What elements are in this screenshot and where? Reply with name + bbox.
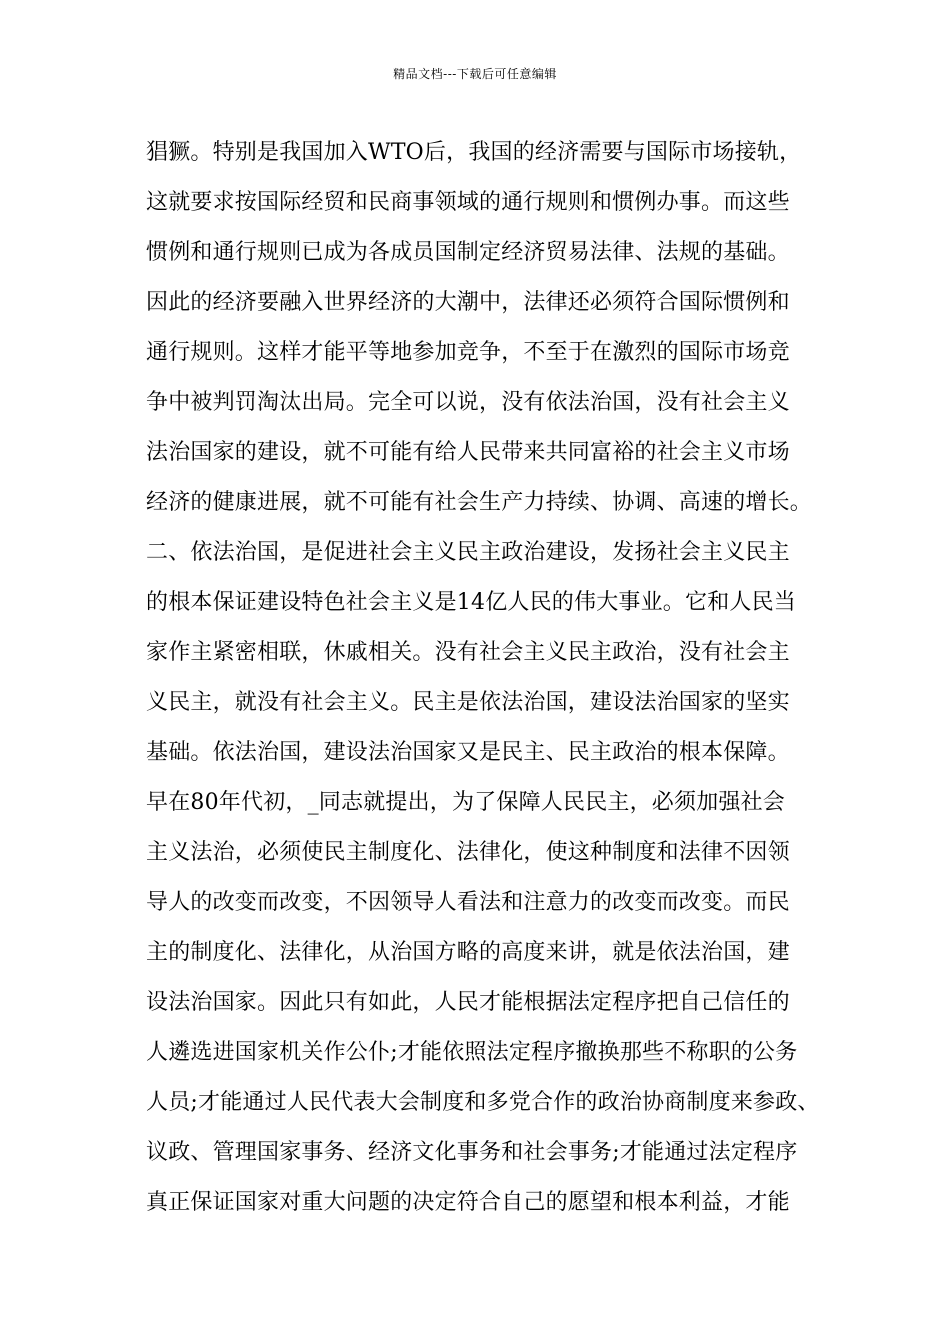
text-line: 经济的健康进展，就不可能有社会生产力持续、协调、高速的增长。 <box>146 490 813 515</box>
text-line: 这就要求按国际经贸和民商事领域的通行规则和惯例办事。而这些 <box>146 190 790 215</box>
text-line: 早在80年代初，_同志就提出，为了保障人民民主，必须加强社会 <box>146 790 785 815</box>
text-line: 主义法治，必须使民主制度化、法律化，使这种制度和法律不因领 <box>146 840 790 865</box>
text-line: 人遴选进国家机关作公仆;才能依照法定程序撤换那些不称职的公务 <box>146 1040 798 1065</box>
text-line: 二、依法治国，是促进社会主义民主政治建设，发扬社会主义民主 <box>146 540 790 565</box>
text-line: 因此的经济要融入世界经济的大潮中，法律还必须符合国际惯例和 <box>146 290 790 315</box>
text-line: 设法治国家。因此只有如此，人民才能根据法定程序把自己信任的 <box>146 990 790 1015</box>
text-line: 议政、管理国家事务、经济文化事务和社会事务;才能通过法定程序 <box>146 1140 798 1165</box>
text-line: 通行规则。这样才能平等地参加竞争，不至于在激烈的国际市场竞 <box>146 340 790 365</box>
text-line: 真正保证国家对重大问题的决定符合自己的愿望和根本利益，才能 <box>146 1190 790 1215</box>
text-line: 人员;才能通过人民代表大会制度和多党合作的政治协商制度来参政、 <box>146 1090 820 1115</box>
text-line: 导人的改变而改变，不因领导人看法和注意力的改变而改变。而民 <box>146 890 790 915</box>
text-line: 家作主紧密相联，休戚相关。没有社会主义民主政治，没有社会主 <box>146 640 790 665</box>
text-line: 争中被判罚淘汰出局。完全可以说，没有依法治国，没有社会主义 <box>146 390 790 415</box>
text-line: 基础。依法治国，建设法治国家又是民主、民主政治的根本保障。 <box>146 740 790 765</box>
text-line: 义民主，就没有社会主义。民主是依法治国，建设法治国家的坚实 <box>146 690 790 715</box>
page-header: 精品文档---下载后可任意编辑 <box>393 67 557 81</box>
text-line: 法治国家的建设，就不可能有给人民带来共同富裕的社会主义市场 <box>146 440 790 465</box>
text-line: 惯例和通行规则已成为各成员国制定经济贸易法律、法规的基础。 <box>146 240 790 265</box>
text-line: 主的制度化、法律化，从治国方略的高度来讲，就是依法治国，建 <box>146 940 790 965</box>
document-body <box>146 128 846 1228</box>
text-line: 猖獗。特别是我国加入WTO后，我国的经济需要与国际市场接轨， <box>146 140 802 165</box>
text-line: 的根本保证建设特色社会主义是14亿人民的伟大事业。它和人民当 <box>146 590 796 615</box>
